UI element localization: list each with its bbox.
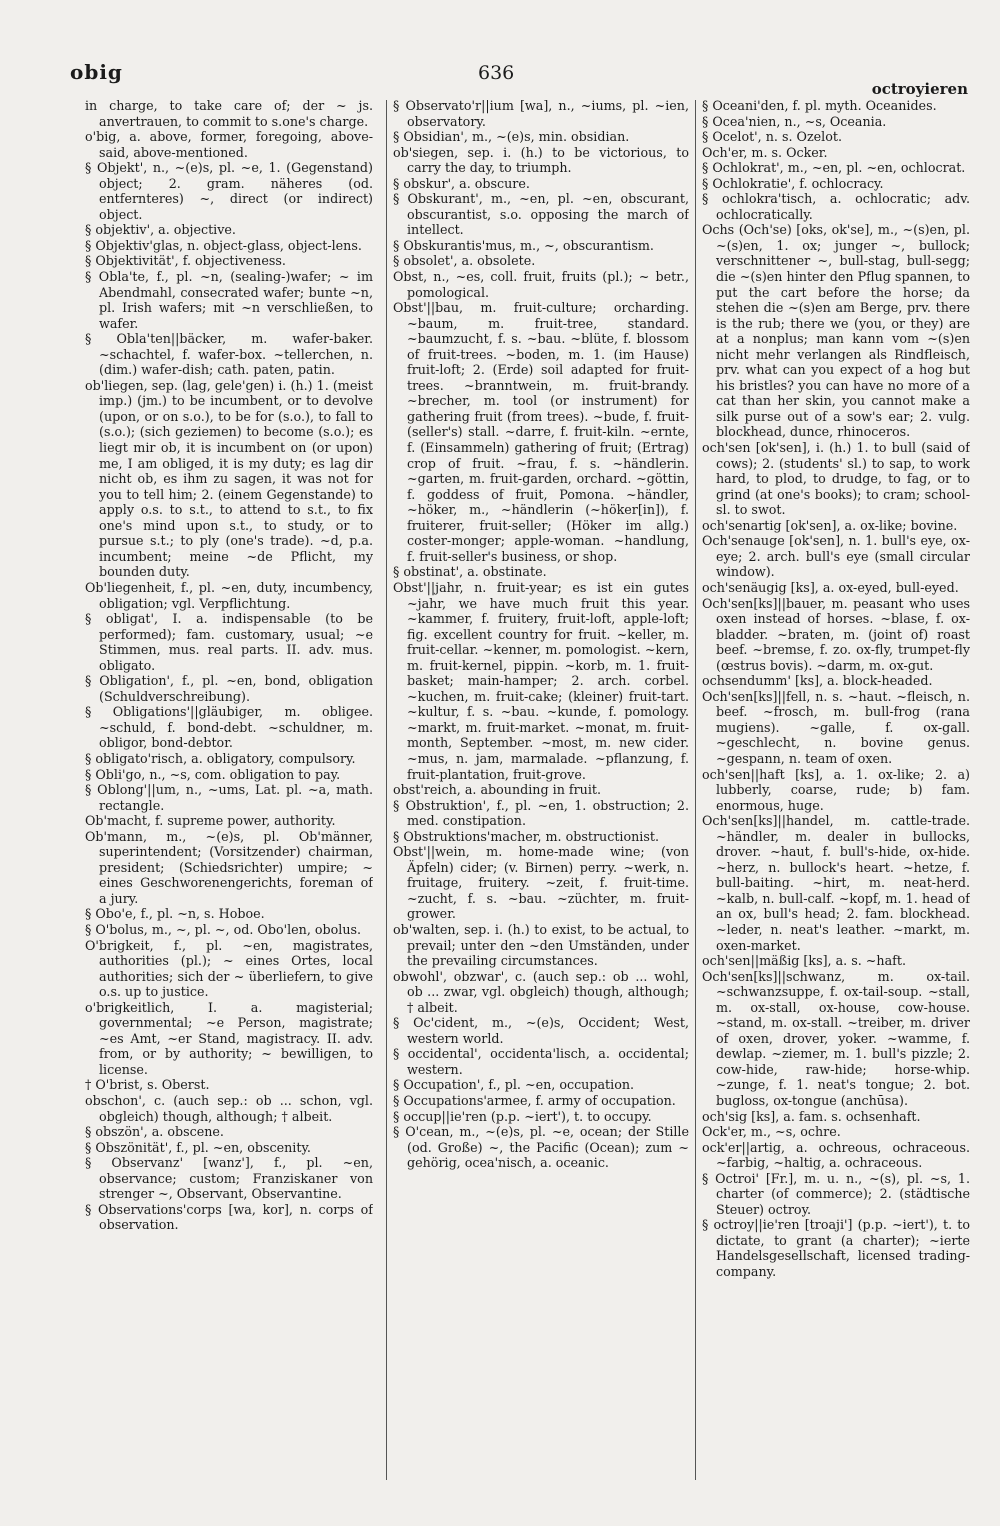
dictionary-entry: och'sig [ks], a. fam. s. ochsenhaft. [702,1108,921,1124]
dictionary-entry: § Obstruktions'macher, m. obstructionist. [393,828,659,844]
dictionary-entry: och'senäugig [ks], a. ox-eyed, bull-eyed. [702,579,959,595]
dictionary-entry: § Obsidian', m., ~(e)s, min. obsidian. [393,129,630,145]
dictionary-entry: § Obskurantis'mus, m., ~, obscurantism. [393,237,654,253]
dictionary-entry: § obsolet', a. obsolete. [393,253,536,269]
dictionary-entry: § O'bolus, m., ~, pl. ~, od. Obo'len, obolus. [85,921,362,937]
dictionary-entry: § Oc'cident, m., ~(e)s, Occident; West, western world. [393,1015,689,1046]
dictionary-entry: § obligat', I. a. indispensable (to be performed); fam. customary, usual; ~e Stimmen, mus. real parts. II. adv. mus. obligato. [85,611,373,673]
dictionary-entry: O'brigkeit, f., pl. ~en, magistrates, authorities (pl.); ~ eines Ortes, local authorities; sich der ~ überliefern, to give o.s. up to justice. [85,937,373,1000]
dictionary-entry: § Observations'corps [wa, kor], n. corps of observation. [85,1201,373,1233]
dictionary-entry: § Obszönität', f., pl. ~en, obscenity. [85,1139,311,1155]
dictionary-entry: § occup||ie'ren (p.p. ~iert'), t. to occupy. [393,1108,652,1124]
dictionary-entry: § obskur', a. obscure. [393,175,530,191]
dictionary-entry: Och'sen[ks]||fell, n. s. ~haut. ~fleisch, n. beef. ~frosch, m. bull-frog (rana mugiens). ~galle, f. ox-gall. ~geschlecht, n. bovine genus. ~gespann, n. team of oxen. [702,688,970,766]
dictionary-entry: § Occupation', f., pl. ~en, occupation. [393,1077,635,1093]
dictionary-entry: § Obo'e, f., pl. ~n, s. Hoboe. [85,906,265,922]
dictionary-entry: Och'er, m. s. Ocker. [702,144,828,160]
dictionary-entry: § Obla'ten||bäcker, m. wafer-baker. ~schachtel, f. wafer-box. ~tellerchen, n. (dim.) wafer-dish; cath. paten, patin. [85,331,373,378]
column-divider-2 [695,100,696,1480]
dictionary-entry: och'senartig [ok'sen], a. ox-like; bovine. [702,517,958,533]
dictionary-entry: § Obskurant', m., ~en, pl. ~en, obscurant, obscurantist, s.o. opposing the march of intellect. [393,191,689,238]
dictionary-entry: § Oceani'den, f. pl. myth. Oceanides. [702,98,937,113]
dictionary-entry: Obst'||wein, m. home-made wine; (von Äpfeln) cider; (v. Birnen) perry. ~werk, n. fruitage, fruitery. ~zeit, f. fruit-time. ~zucht, f. s. ~bau. ~züchter, m. fruit-grower. [393,844,689,922]
dictionary-entry: ock'er||artig, a. ochreous, ochraceous. ~farbig, ~haltig, a. ochraceous. [702,1139,970,1171]
dictionary-entry: och'sen||mäßig [ks], a. s. ~haft. [702,953,906,969]
dictionary-entry: § occidental', occidenta'lisch, a. occidental; western. [393,1046,689,1077]
dictionary-entry: § Observato'r||ium [wa], n., ~iums, pl. ~ien, observatory. [393,98,689,129]
dictionary-entry: obschon', c. (auch sep.: ob ... schon, vgl. obgleich) though, although; † albeit. [85,1093,373,1124]
dictionary-entry: Obst'||bau, m. fruit-culture; orcharding. ~baum, m. fruit-tree, standard. ~baumzucht, f. s. ~bau. ~blüte, f. blossom of fruit-trees. ~boden, m. 1. (im Hause) fruit-loft; 2. (Erde) soil adapted for fruit-trees. ~branntwein, m. fruit-brandy. ~brecher, m. tool (or instrument) for gathering fruit (from trees). ~bude, f. fruit-(seller's) stall. ~darre, f. fruit-kiln. ~ernte, f. (Einsammeln) gathering of fruit; (Ertrag) crop of fruit. ~frau, f. s. ~händlerin. ~garten, m. fruit-garden, orchard. ~göttin, f. goddess of fruit, Pomona. ~händler, ~höker, m., ~händlerin (~höker[in]), f. fruiterer, fruit-seller; (Höker im allg.) coster-monger; apple-woman. ~handlung, f. fruit-seller's business, or shop. [393,300,689,564]
column-3 [702,98,970,1498]
dictionary-entry: Obst, n., ~es, coll. fruit, fruits (pl.); ~ betr., pomological. [393,269,689,300]
dictionary-entry: Obst'||jahr, n. fruit-year; es ist ein gutes ~jahr, we have much fruit this year. ~kammer, f. fruitery, fruit-loft, apple-loft; fig. excellent country for fruit. ~keller, m. fruit-cellar. ~kenner, m. pomologist. ~kern, m. fruit-kernel, pippin. ~korb, m. 1. fruit-basket; main-hamper; 2. arch. corbel. ~kuchen, m. fruit-cake; (kleiner) fruit-tart. ~kultur, f. s. ~bau. ~kunde, f. pomology. ~markt, m. fruit-market. ~monat, m. fruit-month, September. ~most, m. new cider. ~mus, n. jam, marmalade. ~pflanzung, f. fruit-plantation, fruit-grove. [393,579,689,782]
dictionary-entry: † O'brist, s. Oberst. [85,1077,210,1093]
dictionary-entry: § objektiv', a. objective. [85,222,236,238]
dictionary-entry: och'sen [ok'sen], i. (h.) 1. to bull (said of cows); 2. (students' sl.) to sap, to work hard, to plod, to drudge, to fag, or to grind (at one's books); to cram; school-sl. to swot. [702,440,970,518]
dictionary-entry: § ochlokra'tisch, a. ochlocratic; adv. ochlocratically. [702,191,970,222]
dictionary-entry: § Obla'te, f., pl. ~n, (sealing-)wafer; ~ im Abendmahl, consecrated wafer; bunte ~n, pl. Irish wafers; mit ~n verschließen, to wafer. [85,269,373,331]
dictionary-entry: o'big, a. above, former, foregoing, above-said, above-mentioned. [85,129,373,160]
dictionary-entry: in charge, to take care of; der ~ js. anvertrauen, to commit to s.one's charge. [85,98,373,129]
dictionary-entry: § Occupations'armee, f. army of occupation. [393,1093,676,1108]
dictionary-entry: § obligato'risch, a. obligatory, compulsory. [85,750,356,766]
dictionary-entry: Ob'macht, f. supreme power, authority. [85,813,336,829]
dictionary-entry: och'sen||haft [ks], a. 1. ox-like; 2. a) lubberly, coarse, rude; b) fam. enormous, huge. [702,766,970,813]
dictionary-entry: § obstinat', a. obstinate. [393,564,547,580]
dictionary-entry: Och'sen[ks]||bauer, m. peasant who uses oxen instead of horses. ~blase, f. ox-bladder. ~braten, m. (joint of) roast beef. ~bremse, f. zo. ox-fly, trumpet-fly (œstrus bovis). ~darm, m. ox-gut. [702,595,970,673]
dictionary-entry: § Objekt', n., ~(e)s, pl. ~e, 1. (Gegenstand) object; 2. gram. näheres (od. entfernteres) ~, direct (or indirect) object. [85,160,373,222]
dictionary-entry: § Objektivität', f. objectiveness. [85,253,286,269]
column-1 [85,98,373,1498]
dictionary-entry: § Obli'go, n., ~s, com. obligation to pay. [85,766,341,782]
dictionary-entry: Och'sen[ks]||schwanz, m. ox-tail. ~schwanzsuppe, f. ox-tail-soup. ~stall, m. ox-stall, ox-house, cow-house. ~stand, m. ox-stall. ~treiber, m. driver of oxen, drover, yoker. ~wamme, f. dewlap. ~ziemer, m. 1. bull's pizzle; 2. cow-hide, raw-hide; horse-whip. ~zunge, f. 1. neat's tongue; 2. bot. bugloss, ox-tongue (anchūsa). [702,968,970,1108]
dictionary-entry: ob'siegen, sep. i. (h.) to be victorious, to carry the day, to triumph. [393,144,689,176]
dictionary-entry: § Obligations'||gläubiger, m. obligee. ~schuld, f. bond-debt. ~schuldner, m. obligor, bond-debtor. [85,704,373,751]
dictionary-entry: § Ocelot', n. s. Ozelot. [702,129,842,145]
dictionary-entry: o'brigkeitlich, I. a. magisterial; governmental; ~e Person, magistrate; ~es Amt, ~er Stand, magistracy. II. adv. from, or by authority; ~ bewilligen, to license. [85,999,373,1077]
dictionary-entry: § Obligation', f., pl. ~en, bond, obligation (Schuldverschreibung). [85,673,373,704]
dictionary-entry: § obszön', a. obscene. [85,1124,224,1140]
dictionary-entry: Ochs (Och'se) [oks, ok'se], m., ~(s)en, pl. ~(s)en, 1. ox; junger ~, bullock; verschnittener ~, bull-stag, bull-segg; die ~(s)en hinter den Pflug spannen, to put the cart before the horse; da stehen die ~(s)en am Berge, prv. there is the rub; there we (you, or they) are at a nonplus; man kann vom ~(s)en nicht mehr verlangen als Rindfleisch, prv. what can you expect of a hog but his bristles? you can have no more of a cat than her skin, you cannot make a silk purse out of a sow's ear; 2. vulg. blockhead, dunce, rhinoceros. [702,222,970,440]
running-head-right: octroyieren [871,80,968,98]
dictionary-entry: obst'reich, a. abounding in fruit. [393,782,602,798]
page-number: 636 [478,62,515,84]
dictionary-entry: Och'senauge [ok'sen], n. 1. bull's eye, ox-eye; 2. arch. bull's eye (small circular window). [702,533,970,580]
dictionary-entry: § Octroi' [Fr.], m. u. n., ~(s), pl. ~s, 1. charter (of commerce); 2. (städtische Steuer) octroy. [702,1170,970,1217]
dictionary-entry: § Obstruktion', f., pl. ~en, 1. obstruction; 2. med. constipation. [393,797,689,829]
dictionary-entry: ob'liegen, sep. (lag, gele'gen) i. (h.) 1. (meist imp.) (jm.) to be incumbent, or to devolve (upon, or on s.o.), to be for (s.o.), to fall to (s.o.); (sich geziemen) to become (s.o.); es liegt mir ob, it is incumbent on (or upon) me, I am obliged, it is my duty; es lag dir nicht ob, es ihm zu sagen, it was not for you to tell him; 2. (einem Gegenstande) to apply o.s. to s.t., to attend to s.t., to fix one's mind upon s.t., to study, or to pursue s.t.; to ply (one's trade). ~d, p.a. incumbent; meine ~de Pflicht, my bounden duty. [85,377,373,580]
column-divider-1 [386,100,387,1480]
dictionary-entry: § octroy||ie'ren [troaji'] (p.p. ~iert'), t. to dictate, to grant (a charter); ~ierte Handelsgesellschaft, licensed trading-company. [702,1217,970,1280]
dictionary-entry: Och'sen[ks]||handel, m. cattle-trade. ~händler, m. dealer in bullocks, drover. ~haut, f. bull's-hide, ox-hide. ~herz, n. bullock's heart. ~hetze, f. bull-baiting. ~hirt, m. neat-herd. ~kalb, n. bull-calf. ~kopf, m. 1. head of an ox, bull's head; 2. fam. blockhead. ~leder, n. neat's leather. ~markt, m. oxen-market. [702,813,970,953]
dictionary-entry: Ob'liegenheit, f., pl. ~en, duty, incumbency, obligation; vgl. Verpflichtung. [85,579,373,611]
dictionary-entry: ob'walten, sep. i. (h.) to exist, to be actual, to prevail; unter den ~den Umständen, under the prevailing circumstances. [393,921,689,969]
dictionary-entry: § Ocea'nien, n., ~s, Oceania. [702,113,887,129]
dictionary-entry: ochsendumm' [ks], a. block-headed. [702,673,933,689]
dictionary-entry: § Oblong'||um, n., ~ums, Lat. pl. ~a, math. rectangle. [85,782,373,813]
dictionary-entry: Ock'er, m., ~s, ochre. [702,1124,841,1140]
dictionary-entry: § Objektiv'glas, n. object-glass, object-lens. [85,237,362,253]
column-2 [393,98,689,1498]
dictionary-entry: § O'cean, m., ~(e)s, pl. ~e, ocean; der Stille (od. Große) ~, the Pacific (Ocean); zum ~ gehörig, ocea'nisch, a. oceanic. [393,1124,689,1171]
dictionary-entry: § Ochlokrat', m., ~en, pl. ~en, ochlocrat. [702,160,966,176]
dictionary-entry: § Observanz' [wanz'], f., pl. ~en, observance; custom; Franziskaner von strenger ~, Observant, Observantine. [85,1155,373,1202]
dictionary-entry: obwohl', obzwar', c. (auch sep.: ob ... wohl, ob ... zwar, vgl. obgleich) though, although; † albeit. [393,968,689,1015]
dictionary-entry: Ob'mann, m., ~(e)s, pl. Ob'männer, superintendent; (Vorsitzender) chairman, president; (Schiedsrichter) umpire; ~ eines Geschworenengerichts, foreman of a jury. [85,828,373,906]
running-head-left: obig [70,60,123,84]
dictionary-entry: § Ochlokratie', f. ochlocracy. [702,175,884,191]
